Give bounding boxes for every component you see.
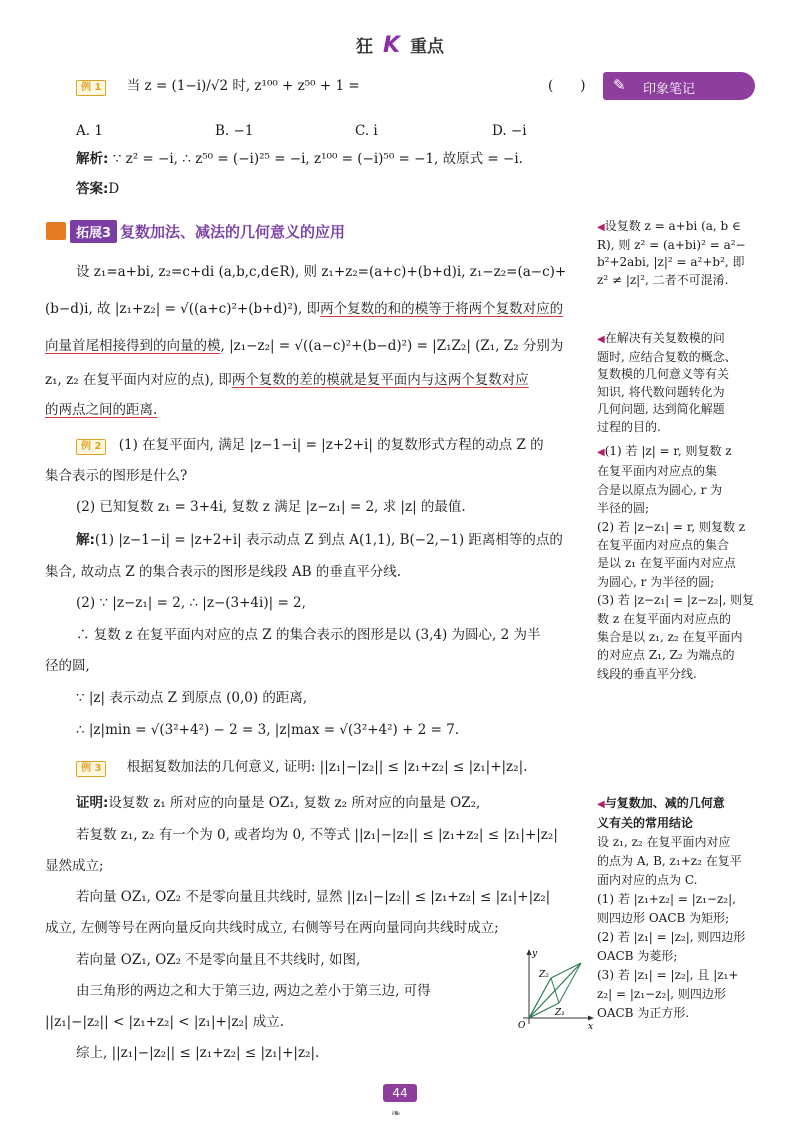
ex3-p6: 若向量 OZ₁, OZ₂ 不是零向量且不共线时, 如图, (76, 952, 361, 968)
header-left: 狂 (356, 37, 374, 57)
ex3-p7: 由三角形的两边之和大于第三边, 两边之差小于第三边, 可得 (76, 983, 431, 999)
note4-line-6: OACB 为菱形; (597, 949, 678, 963)
vector-figure (507, 946, 597, 1030)
ex2-s3: (2) ∵ |z−z₁| = 2, ∴ |z−(3+4i)| = 2, (76, 595, 306, 611)
ex1-answer-label: 答案: (76, 181, 109, 197)
note-triangle-icon: ◀ (597, 334, 605, 345)
note4-line-1: 的点为 A, B, z₁+z₂ 在复平 (597, 854, 742, 868)
note3-line-9: 数 z 在复平面内对应点的 (597, 611, 731, 626)
note4-line-5: (2) 若 |z₁| = |z₂|, 则四边形 (597, 930, 746, 944)
note3-line-0: ◀(1) 若 |z| = r, 则复数 z (597, 444, 732, 458)
section-tag: 拓展3 (70, 220, 117, 243)
note1-line-0: ◀设复数 z = a+bi (a, b ∈ (597, 219, 741, 233)
side-note-2 (597, 330, 757, 436)
page-number: 44 (383, 1084, 417, 1102)
body-line-5-text: 的两点之间的距离. (45, 402, 158, 418)
ex3-p8: ||z₁|−|z₂|| < |z₁+z₂| < |z₁|+|z₂| 成立. (45, 1014, 285, 1030)
body-line-4a: z₁, z₂ 在复平面内对应的点), 即 (45, 372, 232, 388)
fig-label-z1: Z₁ (555, 1008, 565, 1018)
body-line-1: 设 z₁=a+bi, z₂=c+di (a,b,c,d∈R), 则 z₁+z₂=(a+c)+(b+d)i, z₁−z₂=(a−c)+ (76, 264, 567, 280)
body-line-2a: (b−d)i, 故 |z₁+z₂| = √((a+c)²+(b+d)²), 即 (45, 301, 321, 317)
ex1-option-b: B. −1 (215, 123, 254, 139)
ex1-option-c: C. i (355, 123, 378, 139)
body-line-5 (45, 400, 157, 420)
section-title: 复数加法、减法的几何意义的应用 (120, 222, 346, 241)
ex1-stem: 当 z = (1−i)/√2 时, z¹⁰⁰ + z⁵⁰ + 1 = (126, 78, 360, 94)
header-k-logo: K (382, 33, 401, 58)
note3-line-6: 是以 z₁ 在复平面内对应点 (597, 556, 736, 571)
notes-badge-label: 印象笔记 (643, 82, 696, 97)
note-triangle-icon: ◀ (597, 447, 605, 458)
note2-line-0: ◀在解决有关复数模的问 (597, 331, 725, 345)
ex3-stem-line (76, 757, 527, 777)
side-note-1 (597, 218, 757, 289)
body-line-2 (45, 299, 563, 319)
ex3-p5: 成立, 左侧等号在两向量反向共线时成立, 右侧等号在两向量同向共线时成立; (45, 920, 499, 936)
note3-line-10: 集合是以 z₁, z₂ 在复平面内 (597, 630, 743, 645)
note3-line-1: 在复平面内对应点的集 (597, 464, 718, 479)
ex2-s1-text: (1) |z−1−i| = |z+2+i| 表示动点 Z 到点 A(1,1), B(−2,−1) 距离相等的点的 (94, 532, 563, 548)
body-line-4b: 两个复数的差的模就是复平面内与这两个复数对应 (231, 372, 529, 388)
note-triangle-icon: ◀ (597, 799, 605, 810)
ex2-s7: ∴ |z|min = √(3²+4²) − 2 = 3, |z|max = √(3²+4²) + 2 = 7. (76, 722, 460, 738)
ex2-q1b: 集合表示的图形是什么? (45, 468, 188, 484)
page-header (0, 32, 800, 58)
ex3-p3: 显然成立; (45, 858, 104, 874)
ex3-p2: 若复数 z₁, z₂ 有一个为 0, 或者均为 0, 不等式 ||z₁|−|z₂|| ≤ |z₁+z₂| ≤ |z₁|+|z₂| (76, 827, 558, 843)
ex3-tag: 例 3 (76, 761, 106, 777)
note3-line-5: 在复平面内对应点的集合 (597, 538, 730, 553)
ex1-answer-value: D (108, 181, 120, 197)
diagonal-difference (551, 978, 559, 1003)
body-line-2b: 两个复数的和的模等于将两个复数对应的 (320, 301, 564, 317)
note1-line-1: R), 则 z² = (a+bi)² = a²− (597, 237, 746, 252)
ex1-option-a: A. 1 (76, 123, 103, 139)
ex3-p9: 综上, ||z₁|−|z₂|| ≤ |z₁+z₂| ≤ |z₁|+|z₂|. (76, 1045, 320, 1061)
notes-badge (603, 72, 755, 100)
note2-line-5: 过程的目的. (597, 419, 661, 434)
ex2-q1a (76, 435, 544, 455)
ex2-s5: 径的圆, (45, 658, 90, 674)
note4-line-9: OACB 为正方形. (597, 1006, 690, 1020)
ex1-paren: ( ) (548, 78, 586, 94)
note3-line-4: (2) 若 |z−z₁| = r, 则复数 z (597, 519, 746, 534)
note3-line-7: 为圆心, r 为半径的圆; (597, 574, 715, 589)
header-right: 重点 (409, 37, 444, 57)
note2-line-2: 复数模的几何意义等有关 (597, 367, 730, 381)
note2-line-4: 几何问题, 达到简化解题 (597, 402, 725, 416)
note3-line-3: 半径的圆; (597, 501, 650, 516)
ex2-q2: (2) 已知复数 z₁ = 3+4i, 复数 z 满足 |z−z₁| = 2, 求 |z| 的最值. (76, 499, 466, 515)
side-note-4 (597, 794, 757, 1023)
note4-title-0: ◀与复数加、减的几何意 (597, 796, 725, 810)
x-axis-arrow (588, 1016, 594, 1021)
note3-line-2: 合是以原点为圆心, r 为 (597, 482, 723, 497)
note2-line-3: 知识, 将代数问题转化为 (597, 384, 725, 399)
note4-line-3: (1) 若 |z₁+z₂| = |z₁−z₂|, (597, 892, 736, 906)
ex1-tag: 例 1 (76, 80, 106, 96)
body-line-3 (45, 336, 563, 356)
note4-line-7: (3) 若 |z₁| = |z₂|, 且 |z₁+ (597, 968, 739, 982)
ex1-analysis-text: ∵ z² = −i, ∴ z⁵⁰ = (−i)²⁵ = −i, z¹⁰⁰ = (−i)⁵⁰ = −1, 故原式 = −i. (112, 151, 523, 167)
bird-icon: ❧ (391, 1106, 402, 1120)
y-axis-arrow (527, 949, 532, 955)
ex3-p1 (76, 793, 480, 813)
fig-label-x: x (588, 1022, 594, 1030)
section-heading (46, 219, 345, 243)
ex1-analysis-label: 解析: (76, 151, 109, 167)
body-line-3b: , |z₁−z₂| = √((a−c)²+(b−d)²) = |Z₁Z₂| (Z₁, Z₂ 分别为 (220, 338, 564, 354)
note4-line-0: 设 z₁, z₂ 在复平面内对应 (597, 835, 731, 849)
fig-label-z2: Z₂ (539, 970, 549, 980)
body-line-4 (45, 370, 529, 390)
fig-label-y: y (532, 949, 538, 959)
note4-line-2: 面内对应的点为 C. (597, 873, 698, 887)
ex2-s6: ∵ |z| 表示动点 Z 到原点 (0,0) 的距离, (76, 690, 308, 706)
side-note-3 (597, 442, 757, 683)
ex2-s4: ∴ 复数 z 在复平面内对应的点 Z 的集合表示的图形是以 (3,4) 为圆心, 2 为半 (76, 627, 541, 643)
ex2-s1 (76, 530, 563, 550)
ex1-analysis (76, 149, 523, 169)
book-icon (46, 222, 66, 240)
ex2-s2: 集合, 故动点 Z 的集合表示的图形是线段 AB 的垂直平分线. (45, 564, 402, 580)
ex3-proof-label: 证明: (76, 795, 109, 811)
note-triangle-icon: ◀ (597, 222, 605, 233)
note3-line-12: 线段的垂直平分线. (597, 666, 697, 681)
ex2-q1a-text: (1) 在复平面内, 满足 |z−1−i| = |z+2+i| 的复数形式方程的动点 Z 的 (118, 437, 544, 453)
body-line-3a: 向量首尾相接得到的向量的模 (45, 338, 221, 354)
ex3-p4: 若向量 OZ₁, OZ₂ 不是零向量且共线时, 显然 ||z₁|−|z₂|| ≤ |z₁+z₂| ≤ |z₁|+|z₂| (76, 889, 551, 905)
ex3-p1-text: 设复数 z₁ 所对应的向量是 OZ₁, 复数 z₂ 所对应的向量是 OZ₂, (108, 795, 481, 811)
ex1-option-d: D. −i (492, 123, 527, 139)
note4-line-4: 则四边形 OACB 为矩形; (597, 911, 730, 925)
ex2-tag: 例 2 (76, 439, 106, 455)
fig-label-o: O (518, 1021, 526, 1030)
note1-line-3: z² ≠ |z|², 二者不可混淆. (597, 272, 729, 287)
note4-line-8: z₂| = |z₁−z₂|, 则四边形 (597, 987, 726, 1001)
note1-line-2: b²+2abi, |z|² = a²+b², 即 (597, 255, 745, 269)
note3-line-8: (3) 若 |z−z₁| = |z−z₂|, 则复 (597, 593, 755, 608)
ex3-stem: 根据复数加法的几何意义, 证明: ||z₁|−|z₂|| ≤ |z₁+z₂| ≤ |z₁|+|z₂|. (126, 759, 528, 775)
ex1-stem-line (76, 76, 360, 96)
note3-line-11: 的对应点 Z₁, Z₂ 为端点的 (597, 648, 735, 663)
note4-title-1: 义有关的常用结论 (597, 816, 694, 830)
notes-badge-icon: ✎ (613, 76, 626, 94)
ex2-solution-label: 解: (76, 532, 95, 548)
ex1-answer (76, 179, 119, 199)
note2-line-1: 题时, 应结合复数的概念、 (597, 349, 737, 364)
